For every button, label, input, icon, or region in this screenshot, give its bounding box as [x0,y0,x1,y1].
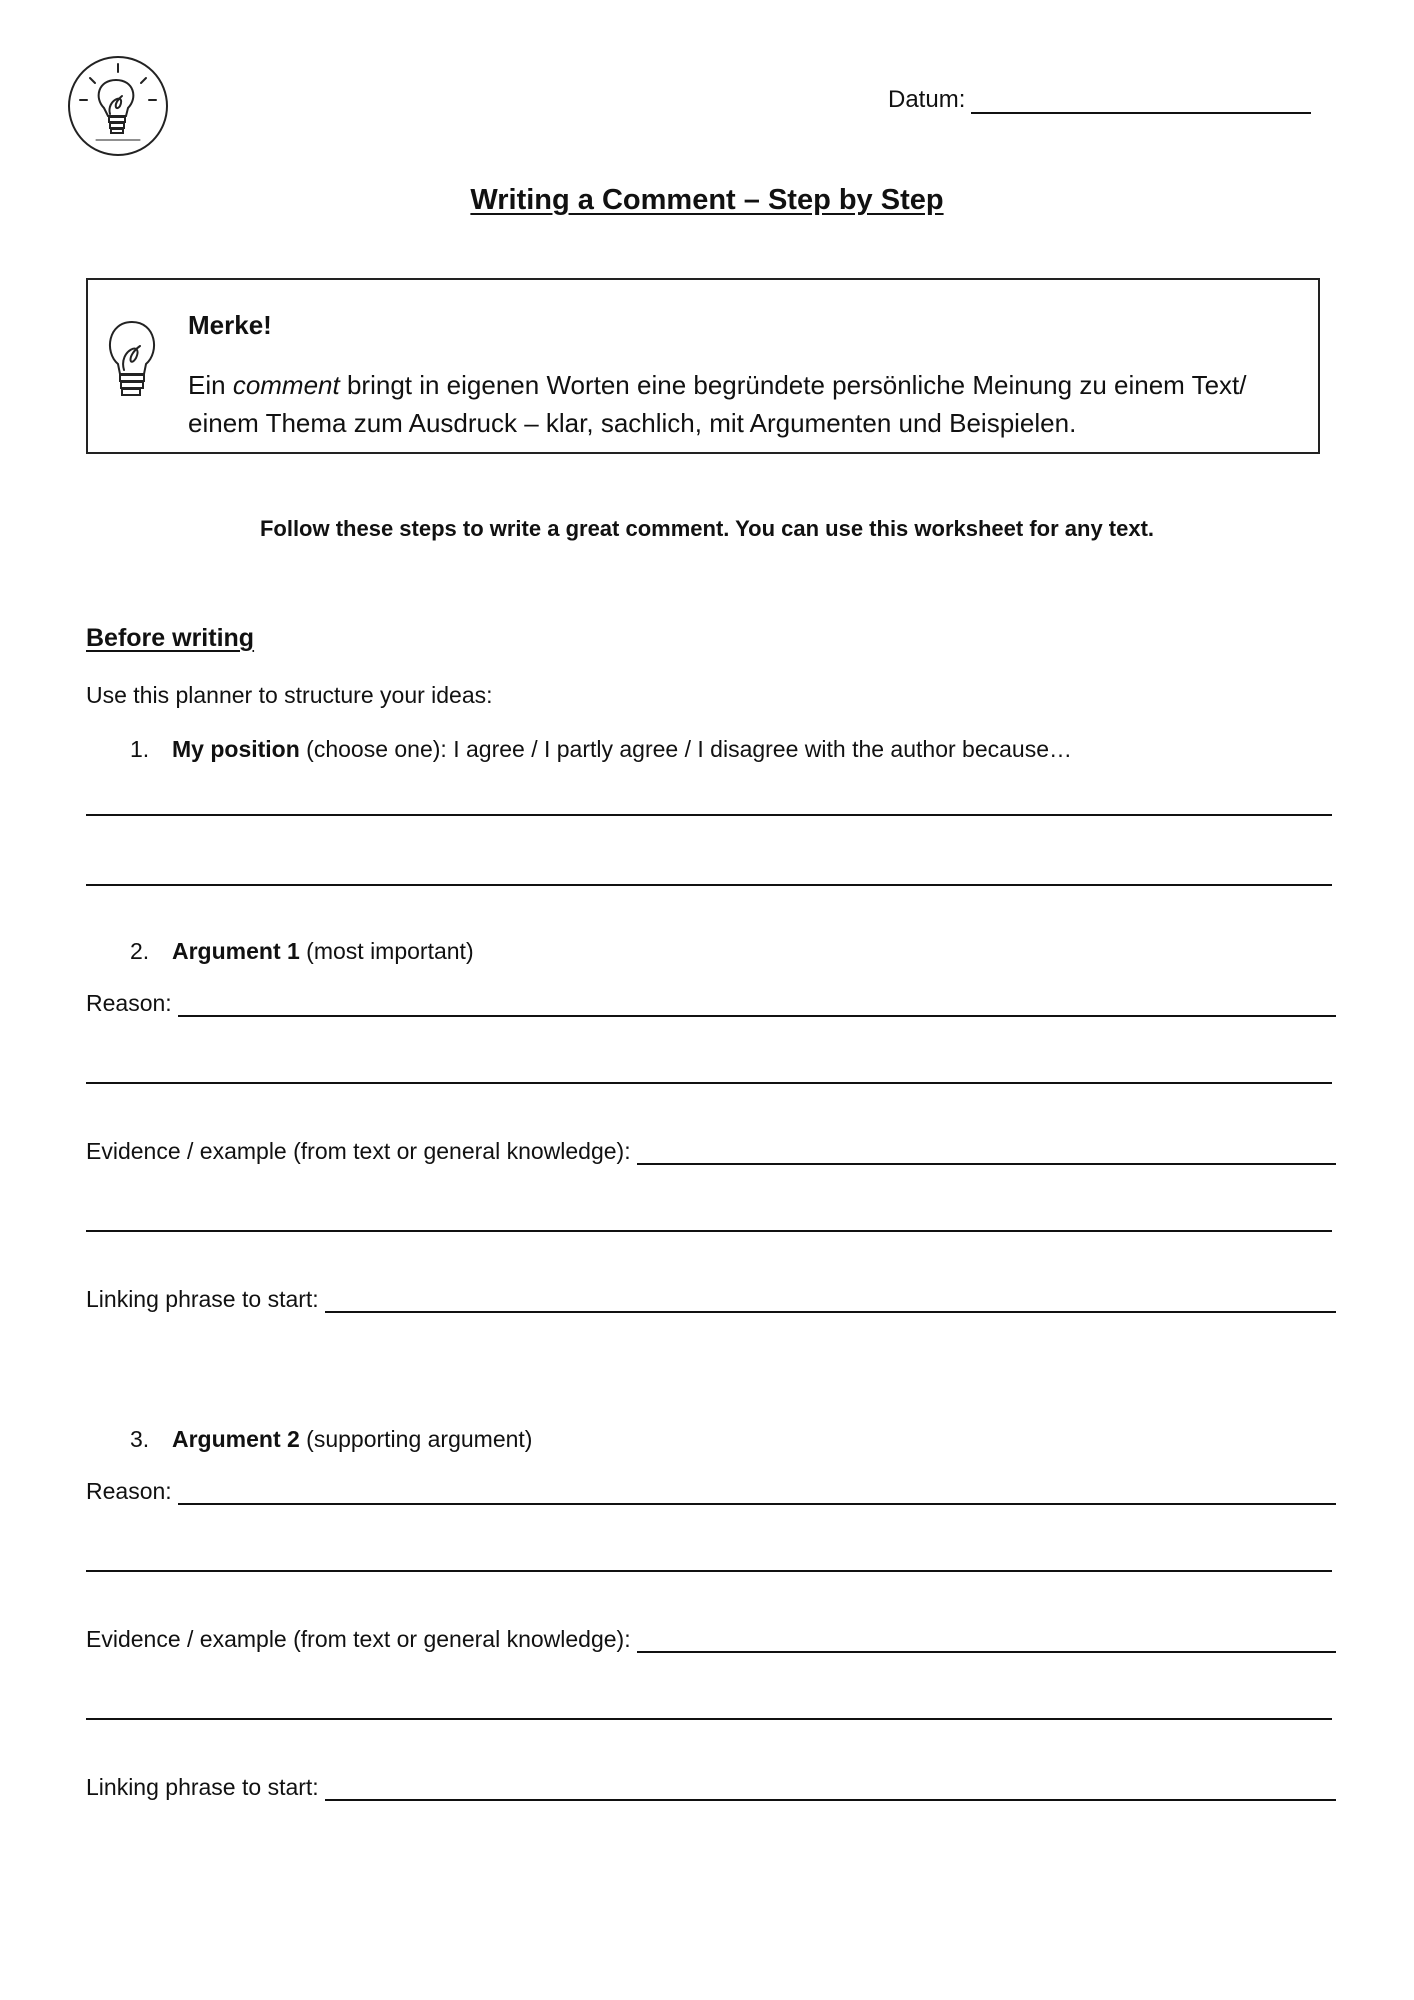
date-label: Datum: [888,86,966,113]
evidence-label: Evidence / example (from text or general knowledge): [86,1138,631,1164]
reason-field-1[interactable] [86,990,1336,1017]
date-field [888,86,1311,114]
merke-box [86,278,1320,454]
logo-lightbulb-icon [66,54,170,158]
answer-line[interactable] [86,884,1332,886]
evidence-field-1[interactable] [86,1138,1336,1165]
section-heading-before-writing: Before writing [86,624,255,652]
evidence-field-2[interactable] [86,1626,1336,1653]
planner-intro: Use this planner to structure your ideas: [86,682,493,708]
instructions: Follow these steps to write a great comment. You can use this worksheet for any text. [259,516,1155,541]
step-2-argument-1: 2. Argument 1 (most important) [130,938,474,964]
answer-line[interactable] [86,814,1332,816]
reason-label: Reason: [86,1478,172,1504]
linking-field-2[interactable] [86,1774,1336,1801]
merke-text: Ein comment bringt in eigenen Worten eine begründete persönliche Meinung zu einem Text/ einem Thema zum Ausdruck – klar, sachlich, mit Argumenten und Beispielen. [188,370,1247,438]
linking-label: Linking phrase to start: [86,1774,319,1800]
evidence-label: Evidence / example (from text or general knowledge): [86,1626,631,1652]
reason-field-2[interactable] [86,1478,1336,1505]
answer-line[interactable] [86,1570,1332,1572]
linking-field-1[interactable] [86,1286,1336,1313]
step-1-position: 1. My position (choose one): I agree / I partly agree / I disagree with the author because… [130,736,1072,762]
answer-line[interactable] [86,1082,1332,1084]
merke-heading: Merke! [188,310,272,340]
answer-line[interactable] [86,1230,1332,1232]
lightbulb-icon [100,316,164,400]
linking-label: Linking phrase to start: [86,1286,319,1312]
page-title: Writing a Comment – Step by Step [470,184,944,216]
step-3-argument-2: 3. Argument 2 (supporting argument) [130,1426,533,1452]
answer-line[interactable] [86,1718,1332,1720]
date-blank-line[interactable] [971,90,1311,114]
reason-label: Reason: [86,990,172,1016]
